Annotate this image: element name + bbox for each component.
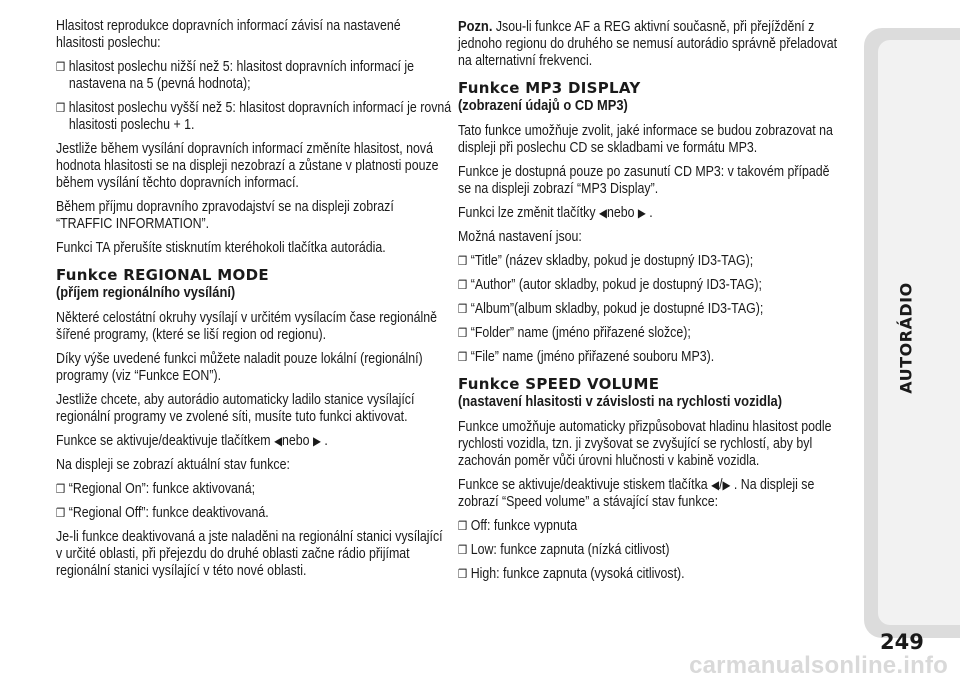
right-arrow-icon: ▶: [722, 478, 731, 492]
left-arrow-icon: ◀: [711, 478, 720, 492]
bullet-box-icon: ❒: [56, 60, 66, 74]
right-arrow-icon: ▶: [637, 206, 646, 220]
paragraph: Díky výše uvedené funkci můžete naladit pouze lokální (regionální) programy (viz “Funkce EON”).: [56, 351, 423, 384]
bullet-box-icon: ❒: [458, 567, 468, 581]
bullet-box-icon: ❒: [458, 254, 468, 268]
heading-subtitle: (nastavení hlasitosti v závislosti na rychlosti vozidla): [458, 393, 783, 410]
bullet-item: ❒ “File” name (jméno přiřazené souboru MP3).: [458, 349, 715, 365]
bullet-box-icon: ❒: [56, 101, 66, 115]
paragraph: Jestliže chcete, aby autorádio automaticky ladilo stanice vysílající regionální programy ve zvolené síti, musíte tuto funkci aktivovat.: [56, 392, 415, 425]
right-arrow-icon: ▶: [312, 434, 321, 448]
bullet-item: ❒ “Album”(album skladby, pokud je dostupné ID3-TAG);: [458, 301, 764, 317]
right-column: [458, 18, 844, 590]
heading-title: Funkce SPEED VOLUME: [458, 375, 660, 393]
bullet-item: ❒ hlasitost poslechu vyšší než 5: hlasitost dopravních informací je rovná hlasitosti poslechu + 1.: [56, 100, 452, 133]
section-heading-regional-mode: [56, 267, 446, 302]
left-arrow-icon: ◀: [598, 206, 607, 220]
paragraph: Funkci lze změnit tlačítky ◀nebo ▶ .: [458, 205, 653, 221]
paragraph: Funkce umožňuje automaticky přizpůsobovat hladinu hlasitost podle rychlosti vozidla, tzn. ji zvyšovat se zvyšující se rychlostí, aby byl zachován poměr vůči úrovni hlučnosti v kabině vozidla.: [458, 419, 832, 469]
bullet-item: ❒ “Title” (název skladby, pokud je dostupný ID3-TAG);: [458, 253, 754, 269]
section-heading-speed-volume: [458, 376, 844, 411]
paragraph: Tato funkce umožňuje zvolit, jaké informace se budou zobrazovat na displeji při poslechu CD se skladbami ve formátu MP3.: [458, 123, 833, 156]
paragraph: Je-li funkce deaktivovaná a jste naladěni na regionální stanici vysílající v určité oblasti, při přejezdu do druhé oblasti začne rádio přijímat regionální stanici vysílající v této nové oblasti.: [56, 529, 443, 579]
bullet-box-icon: ❒: [458, 326, 468, 340]
heading-subtitle: (zobrazení údajů o CD MP3): [458, 97, 628, 114]
paragraph: Možná nastavení jsou:: [458, 229, 582, 245]
bullet-box-icon: ❒: [458, 278, 468, 292]
bullet-item: ❒ “Author” (autor skladby, pokud je dostupný ID3-TAG);: [458, 277, 762, 293]
bullet-item: ❒ “Regional On”: funkce aktivovaná;: [56, 481, 256, 497]
bullet-box-icon: ❒: [458, 350, 468, 364]
heading-subtitle: (příjem regionálního vysílání): [56, 284, 236, 301]
bullet-box-icon: ❒: [458, 543, 468, 557]
bullet-item: ❒ “Regional Off”: funkce deaktivovaná.: [56, 505, 269, 521]
paragraph: Některé celostátní okruhy vysílají v určitém vysílacím čase regionálně šířené programy, (které se liší region od regionu).: [56, 310, 438, 343]
paragraph: Funkci TA přerušíte stisknutím kteréhokoli tlačítka autorádia.: [56, 240, 386, 256]
bullet-box-icon: ❒: [56, 482, 66, 496]
watermark: carmanualsonline.info: [689, 652, 948, 679]
note-paragraph: Pozn. Jsou-li funkce AF a REG aktivní současně, při přejíždění z jednoho regionu do druhého se nemusí autorádio správně přeladovat na alternativní frekvenci.: [458, 18, 838, 69]
heading-title: Funkce REGIONAL MODE: [56, 266, 269, 284]
paragraph: Funkce se aktivuje/deaktivuje tlačítkem ◀nebo ▶ .: [56, 433, 328, 449]
section-heading-mp3-display: [458, 80, 844, 115]
page-number: 249: [880, 630, 924, 654]
paragraph: Funkce je dostupná pouze po zasunutí CD MP3: v takovém případě se na displeji zobrazí “MP3 Display”.: [458, 164, 830, 197]
paragraph: Hlasitost reprodukce dopravních informací závisí na nastavené hlasitosti poslechu:: [56, 18, 401, 51]
left-arrow-icon: ◀: [274, 434, 283, 448]
bullet-item: ❒ hlasitost poslechu nižší než 5: hlasitost dopravních informací je nastavena na 5 (pevná hodnota);: [56, 59, 415, 92]
bullet-item: ❒ “Folder” name (jméno přiřazené složce);: [458, 325, 691, 341]
bullet-box-icon: ❒: [458, 302, 468, 316]
note-label: Pozn.: [458, 18, 493, 35]
bullet-item: ❒ High: funkce zapnuta (vysoká citlivost).: [458, 566, 685, 582]
bullet-box-icon: ❒: [56, 506, 66, 520]
bullet-item: ❒ Low: funkce zapnuta (nízká citlivost): [458, 542, 670, 558]
bullet-item: ❒ Off: funkce vypnuta: [458, 518, 578, 534]
paragraph: Během příjmu dopravního zpravodajství se na displeji zobrazí “TRAFFIC INFORMATION”.: [56, 199, 394, 232]
paragraph: Funkce se aktivuje/deaktivuje stiskem tlačítka ◀/▶ . Na displeji se zobrazí “Speed volume” a stávající stav funkce:: [458, 477, 815, 510]
chapter-tab-inner: [878, 40, 960, 625]
paragraph: Na displeji se zobrazí aktuální stav funkce:: [56, 457, 290, 473]
left-column: [56, 18, 452, 587]
chapter-tab-label: AUTORÁDIO: [896, 282, 916, 394]
bullet-box-icon: ❒: [458, 519, 468, 533]
heading-title: Funkce MP3 DISPLAY: [458, 79, 641, 97]
paragraph: Jestliže během vysílání dopravních informací změníte hlasitost, nová hodnota hlasitosti se na displeji nezobrazí a zůstane v platnosti pouze během vysílání těchto dopravních informací.: [56, 141, 439, 191]
